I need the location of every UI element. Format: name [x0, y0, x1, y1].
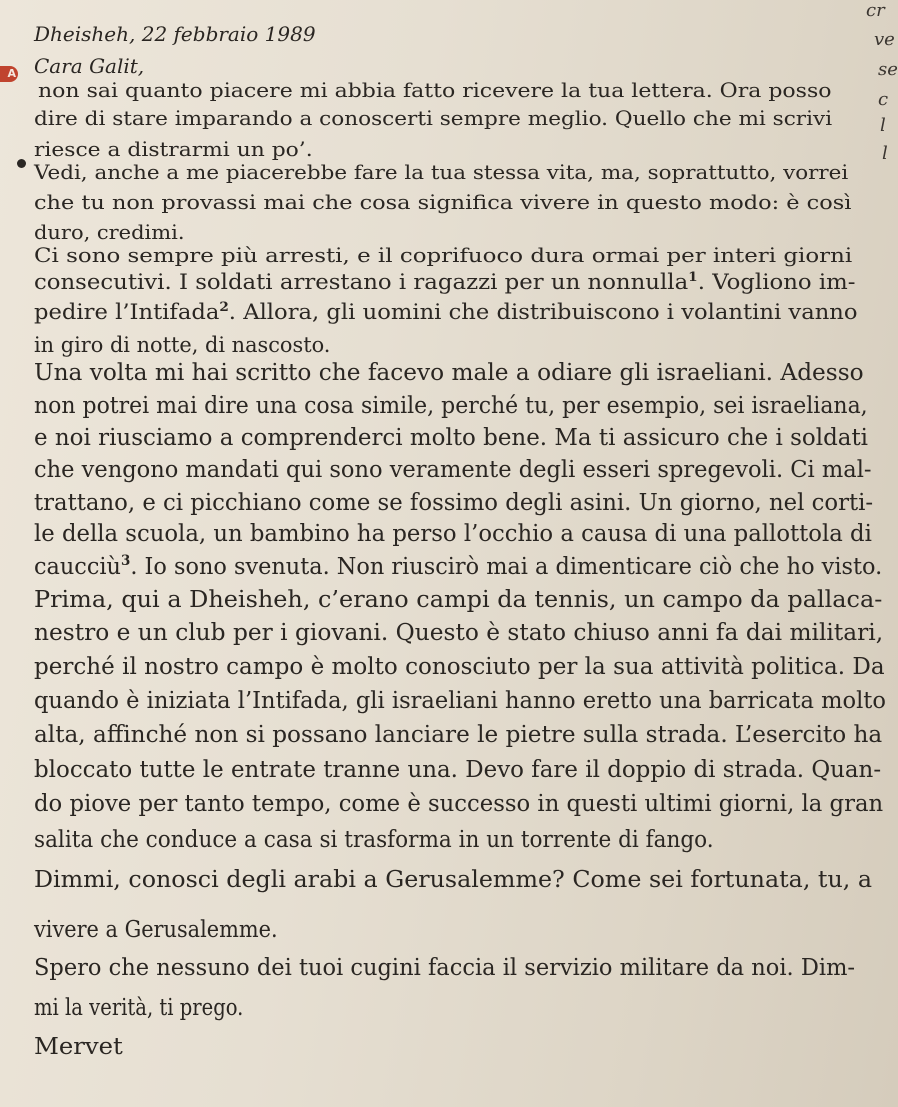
letter-line: mi la verità, ti prego.: [34, 993, 244, 1021]
letter-line-text: . Io sono svenuta. Non riuscirò mai a dimenticare ciò che ho visto.: [130, 552, 883, 580]
letter-line: [34, 270, 856, 295]
footnote-mark: 1: [688, 269, 698, 285]
bullet-dot: [17, 159, 26, 168]
footnote-mark: 2: [219, 299, 229, 315]
letter-signature: Mervet: [34, 1032, 123, 1060]
letter-line: [34, 300, 858, 325]
letter-line: Spero che nessuno dei tuoi cugini faccia il servizio militare da noi. Dim-: [34, 953, 856, 981]
letter-line: quando è iniziata l’Intifada, gli israeliani hanno eretto una barricata molto: [34, 686, 886, 714]
letter-line: alta, affinché non si possano lanciare le pietre sulla strada. L’esercito ha: [34, 720, 883, 748]
edge-fragment: cr: [866, 0, 885, 21]
letter-salutation: Cara Galit,: [34, 54, 145, 78]
letter-line-text: . Allora, gli uomini che distribuiscono i volantini vanno: [228, 300, 858, 325]
letter-line: do piove per tanto tempo, come è successo in questi ultimi giorni, la gran: [34, 789, 884, 817]
edge-fragment: se: [878, 59, 898, 80]
letter-line: [34, 552, 882, 580]
letter-line: Ci sono sempre più arresti, e il coprifuoco dura ormai per interi giorni: [34, 243, 853, 267]
letter-line-text: . Vogliono im-: [697, 270, 856, 295]
letter-line: dire di stare imparando a conoscerti sempre meglio. Quello che mi scrivi: [34, 106, 833, 130]
letter-line: Dimmi, conosci degli arabi a Gerusalemme? Come sei fortunata, tu, a: [34, 865, 873, 893]
letter-line: Una volta mi hai scritto che facevo male a odiare gli israeliani. Adesso: [34, 358, 864, 386]
letter-line: non potrei mai dire una cosa simile, perché tu, per esempio, sei israeliana,: [34, 391, 868, 419]
letter-line: le della scuola, un bambino ha perso l’occhio a causa di una pallottola di: [34, 519, 872, 547]
letter-line: non sai quanto piacere mi abbia fatto ricevere la tua lettera. Ora posso: [38, 78, 832, 102]
letter-line: vivere a Gerusalemme.: [34, 915, 278, 943]
letter-line: Prima, qui a Dheisheh, c’erano campi da tennis, un campo da pallaca-: [34, 585, 883, 613]
letter-line: e noi riusciamo a comprenderci molto bene. Ma ti assicuro che i soldati: [34, 423, 869, 451]
letter-line: in giro di notte, di nascosto.: [34, 333, 331, 358]
letter-dateline: Dheisheh, 22 febbraio 1989: [34, 22, 316, 46]
footnote-mark: 3: [120, 553, 131, 570]
letter-line-text: pedire l’Intifada: [34, 300, 220, 325]
letter-line: che tu non provassi mai che cosa significa vivere in questo modo: è così: [34, 190, 852, 214]
letter-line: nestro e un club per i giovani. Questo è stato chiuso anni fa dai militari,: [34, 618, 884, 646]
edge-fragment: ve: [874, 29, 895, 50]
edge-fragment: l: [880, 115, 886, 136]
letter-line: salita che conduce a casa si trasforma in un torrente di fango.: [34, 825, 714, 853]
letter-line: perché il nostro campo è molto conosciuto per la sua attività politica. Da: [34, 652, 885, 680]
letter-line: trattano, e ci picchiano come se fossimo degli asini. Un giorno, nel corti-: [34, 488, 874, 516]
letter-line-text: consecutivi. I soldati arrestano i ragazzi per un nonnulla: [34, 270, 689, 295]
letter-line: Vedi, anche a me piacerebbe fare la tua stessa vita, ma, soprattutto, vorrei: [34, 160, 849, 184]
letter-line: duro, credimi.: [34, 220, 185, 244]
letter-line: bloccato tutte le entrate tranne una. Devo fare il doppio di strada. Quan-: [34, 755, 882, 783]
letter-line: riesce a distrarmi un po’.: [34, 137, 313, 161]
margin-section-tag: A: [0, 66, 18, 82]
letter-line-text: caucciù: [34, 552, 121, 580]
edge-fragment: c: [878, 89, 889, 110]
edge-fragment: l: [882, 143, 888, 164]
letter-line: che vengono mandati qui sono veramente degli esseri spregevoli. Ci mal-: [34, 455, 872, 483]
